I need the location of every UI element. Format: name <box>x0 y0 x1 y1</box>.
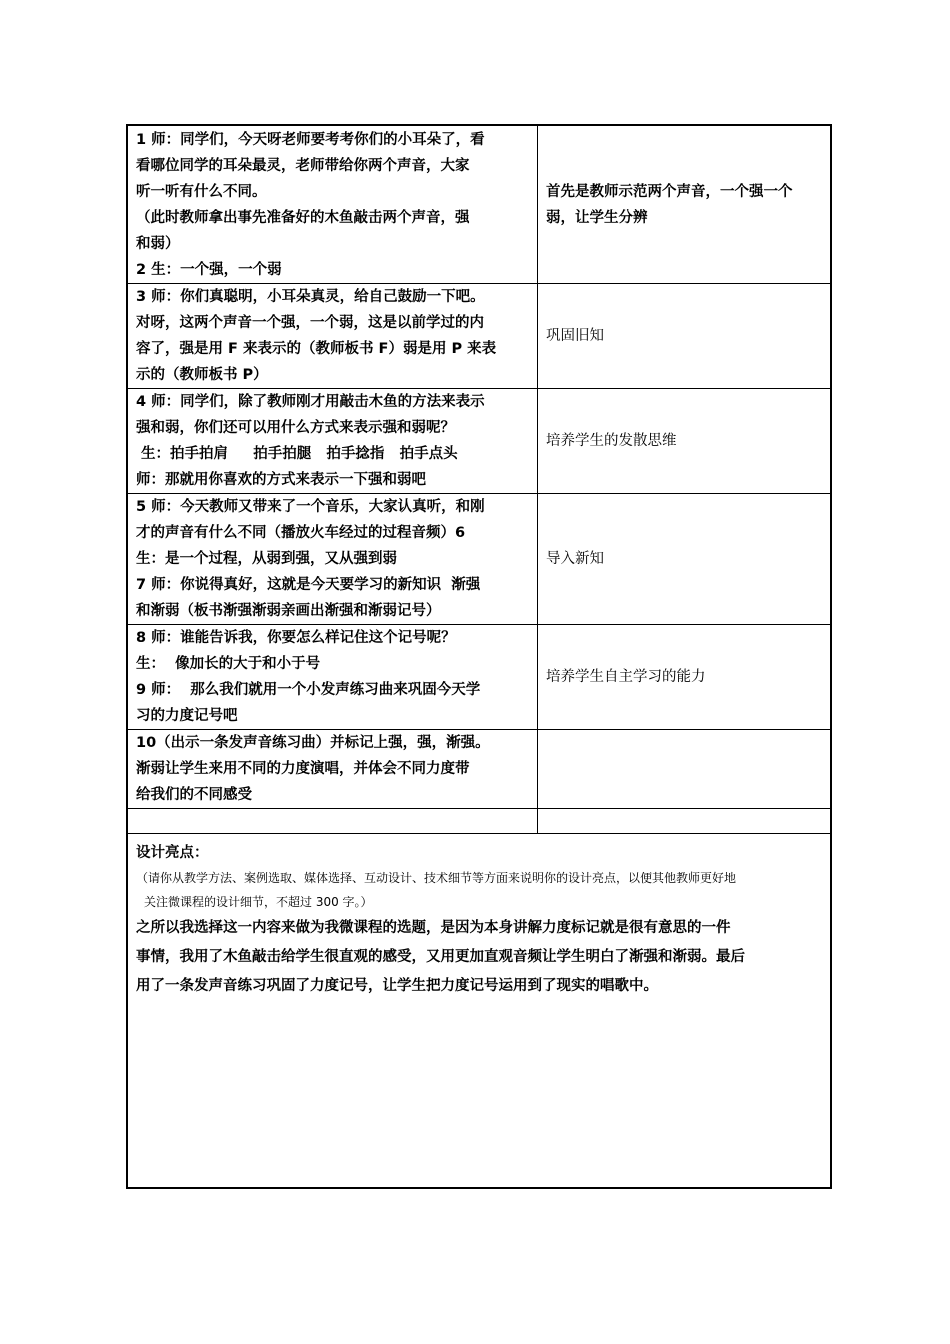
process-line: 对呀，这两个声音一个强，一个弱，这是以前学过的内 <box>136 315 484 331</box>
teaching-process-cell <box>128 625 538 730</box>
intent-line: 巩固旧知 <box>546 328 604 344</box>
process-line: 10（出示一条发声音练习曲）并标记上强，强，渐强。 <box>136 735 490 751</box>
process-line: （此时教师拿出事先准备好的木鱼敲击两个声音，强 <box>136 210 470 226</box>
teaching-process-cell <box>128 730 538 809</box>
process-line: 习的力度记号吧 <box>136 708 238 724</box>
table-row <box>128 494 830 625</box>
process-line: 生：拍手拍肩 拍手拍腿 拍手捻指 拍手点头 <box>136 446 458 462</box>
design-hint-line: （请你从教学方法、案例选取、媒体选择、互动设计、技术细节等方面来说明你的设计亮点，以便其他教师更好地 <box>136 871 737 885</box>
design-intent-cell <box>538 730 831 809</box>
design-highlights-section <box>128 834 830 1001</box>
design-body-line: 用了一条发声音练习巩固了力度记号，让学生把力度记号运用到了现实的唱歌中。 <box>136 978 658 994</box>
design-intent-cell <box>538 389 831 494</box>
table-row <box>128 126 830 284</box>
teaching-process-cell <box>128 494 538 625</box>
process-line: 生： 像加长的大于和小于号 <box>136 656 321 672</box>
design-hint-line: 关注微课程的设计细节，不超过 300 字。） <box>144 895 373 909</box>
design-highlights-title: 设计亮点： <box>136 845 209 861</box>
design-body-line: 事情，我用了木鱼敲击给学生很直观的感受，又用更加直观音频让学生明白了渐强和渐弱。最后 <box>136 949 745 965</box>
process-line: 和弱） <box>136 236 180 252</box>
process-line: 5 师：今天教师又带来了一个音乐，大家认真听，和刚 <box>136 499 485 515</box>
design-intent-cell <box>538 494 831 625</box>
table-row <box>128 730 830 809</box>
process-line: 听一听有什么不同。 <box>136 184 267 200</box>
design-intent-cell <box>538 809 831 834</box>
intent-line: 导入新知 <box>546 551 604 567</box>
process-line: 3 师：你们真聪明，小耳朵真灵，给自己鼓励一下吧。 <box>136 289 485 305</box>
table-row <box>128 809 830 834</box>
intent-line: 培养学生的发散思维 <box>546 433 677 449</box>
teaching-process-cell <box>128 284 538 389</box>
table-row <box>128 284 830 389</box>
process-line: 9 师： 那么我们就用一个小发声练习曲来巩固今天学 <box>136 682 481 698</box>
process-line: 生：是一个过程，从弱到强，又从强到弱 <box>136 551 397 567</box>
process-line: 给我们的不同感受 <box>136 787 252 803</box>
table-row <box>128 625 830 730</box>
process-line: 渐弱让学生来用不同的力度演唱，并体会不同力度带 <box>136 761 470 777</box>
intent-line: 弱，让学生分辨 <box>546 209 648 226</box>
process-line: 4 师：同学们，除了教师刚才用敲击木鱼的方法来表示 <box>136 394 485 410</box>
process-line: 看哪位同学的耳朵最灵，老师带给你两个声音，大家 <box>136 158 470 174</box>
process-line: 7 师：你说得真好，这就是今天要学习的新知识 渐强 <box>136 577 481 593</box>
teaching-process-cell <box>128 809 538 834</box>
process-line: 示的（教师板书 P） <box>136 367 268 383</box>
process-line: 师：那就用你喜欢的方式来表示一下强和弱吧 <box>136 472 426 488</box>
process-line: 强和弱，你们还可以用什么方式来表示强和弱呢？ <box>136 420 455 436</box>
process-line: 容了，强是用 F 来表示的（教师板书 F）弱是用 P 来表 <box>136 341 497 357</box>
design-intent-cell <box>538 126 831 284</box>
lesson-document <box>126 124 832 1189</box>
design-intent-cell <box>538 284 831 389</box>
process-line: 和渐弱（板书渐强渐弱亲画出渐强和渐弱记号） <box>136 603 441 619</box>
process-line: 2 生：一个强，一个弱 <box>136 262 282 278</box>
intent-line: 培养学生自主学习的能力 <box>546 669 706 685</box>
process-line: 才的声音有什么不同（播放火车经过的过程音频）6 <box>136 525 466 541</box>
design-body-line: 之所以我选择这一内容来做为我微课程的选题，是因为本身讲解力度标记就是很有意思的一件 <box>136 920 731 936</box>
teaching-process-cell <box>128 126 538 284</box>
design-intent-cell <box>538 625 831 730</box>
intent-line: 首先是教师示范两个声音，一个强一个 <box>546 183 793 200</box>
process-line: 8 师：谁能告诉我，你要怎么样记住这个记号呢？ <box>136 630 456 646</box>
lesson-table <box>128 126 830 834</box>
process-line: 1 师：同学们，今天呀老师要考考你们的小耳朵了，看 <box>136 132 485 148</box>
table-row <box>128 389 830 494</box>
teaching-process-cell <box>128 389 538 494</box>
